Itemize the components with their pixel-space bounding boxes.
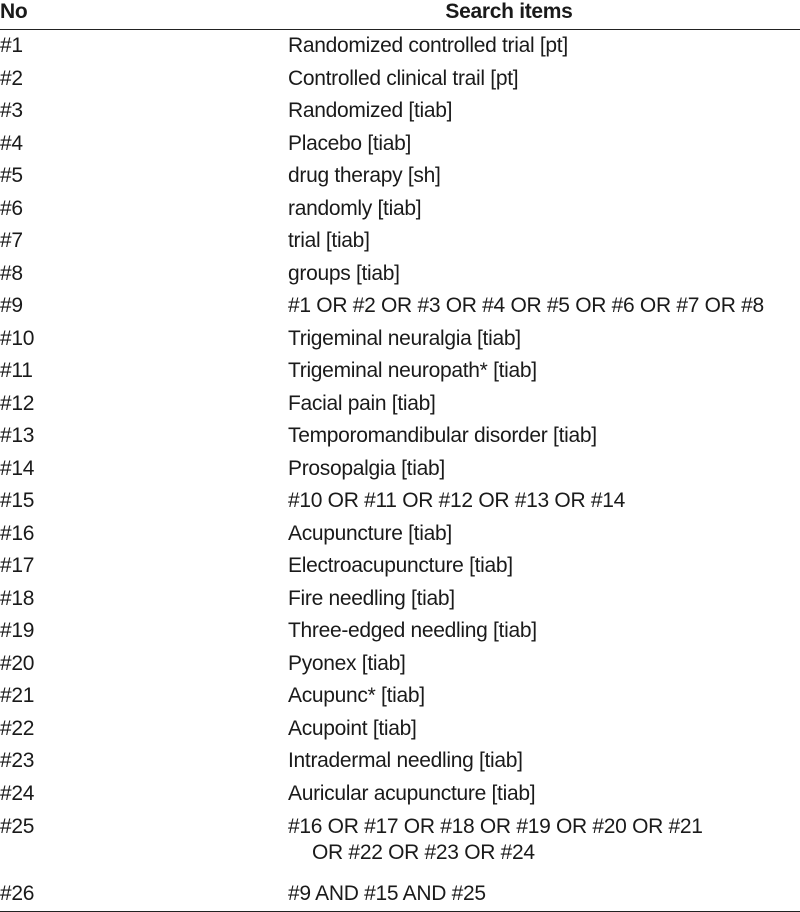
search-item: Placebo [tiab] [288,131,412,155]
table-row [0,550,800,583]
row-number: #5 [0,164,23,188]
table-row [0,388,800,421]
search-item: Intradermal needling [tiab] [288,749,523,773]
table-body [0,30,800,912]
table-row [0,420,800,453]
header-search-items: Search items [288,0,800,30]
row-number: #24 [0,781,35,805]
table-header [0,0,800,30]
search-item: #10 OR #11 OR #12 OR #13 OR #14 [288,489,626,513]
row-number: #17 [0,554,35,578]
row-number: #21 [0,684,35,708]
search-item: Facial pain [tiab] [288,391,436,415]
search-item: Prosopalgia [tiab] [288,456,445,480]
row-number: #25 [0,815,35,838]
table-row [0,713,800,746]
search-item: #1 OR #2 OR #3 OR #4 OR #5 OR #6 OR #7 OR #8 [288,294,764,318]
search-item: Acupuncture [tiab] [288,521,452,545]
search-item: Temporomandibular disorder [tiab] [288,424,597,448]
search-item: Fire needling [tiab] [288,586,455,610]
table-row [0,810,800,878]
row-number: #19 [0,619,35,643]
search-item: Trigeminal neuralgia [tiab] [288,326,521,350]
row-number: #6 [0,196,23,220]
table-row [0,30,800,63]
row-number: #23 [0,749,35,773]
row-number: #13 [0,424,35,448]
search-item: groups [tiab] [288,261,400,285]
search-item: drug therapy [sh] [288,164,441,188]
table-row [0,485,800,518]
table-row [0,323,800,356]
row-number: #18 [0,586,35,610]
row-number: #26 [0,878,288,911]
header-row [0,0,800,30]
table-row [0,258,800,291]
search-item: Three-edged needling [tiab] [288,619,537,643]
row-number: #10 [0,326,35,350]
search-item: Randomized controlled trial [pt] [288,34,568,58]
search-item: Controlled clinical trail [pt] [288,66,519,90]
search-item: randomly [tiab] [288,196,422,220]
search-item: Electroacupuncture [tiab] [288,554,513,578]
row-number: #11 [0,359,33,383]
table-row [0,680,800,713]
row-number: #3 [0,99,23,123]
table-row [0,778,800,811]
search-item-line-continued: OR #22 OR #23 OR #24 [312,841,535,864]
search-item: Acupoint [tiab] [288,716,417,740]
header-no: No [0,0,288,30]
row-number: #7 [0,229,23,253]
table-row [0,648,800,681]
row-number: #12 [0,391,35,415]
table-row [0,95,800,128]
search-item [288,810,800,878]
search-item: #9 AND #15 AND #25 [288,878,800,911]
search-item: trial [tiab] [288,229,370,253]
row-number: #15 [0,489,35,513]
table-row [0,878,800,911]
table-row [0,615,800,648]
table-row [0,355,800,388]
search-item: Pyonex [tiab] [288,651,406,675]
table-row [0,583,800,616]
table-row [0,225,800,258]
search-item: Randomized [tiab] [288,99,453,123]
table-row [0,290,800,323]
row-number: #9 [0,294,23,318]
row-number: #14 [0,456,35,480]
row-number: #8 [0,261,23,285]
search-item-line: #16 OR #17 OR #18 OR #19 OR #20 OR #21 [288,815,703,838]
row-number: #4 [0,131,23,155]
table-row [0,745,800,778]
row-number: #22 [0,716,35,740]
search-item: Acupunc* [tiab] [288,684,425,708]
table-row [0,63,800,96]
row-number: #2 [0,66,23,90]
table-row [0,193,800,226]
row-number: #1 [0,34,23,58]
table-row [0,160,800,193]
row-number: #20 [0,651,35,675]
table-row [0,518,800,551]
table-row [0,453,800,486]
table-row [0,128,800,161]
search-item: Auricular acupuncture [tiab] [288,781,536,805]
search-item: Trigeminal neuropath* [tiab] [288,359,537,383]
row-number: #16 [0,521,35,545]
